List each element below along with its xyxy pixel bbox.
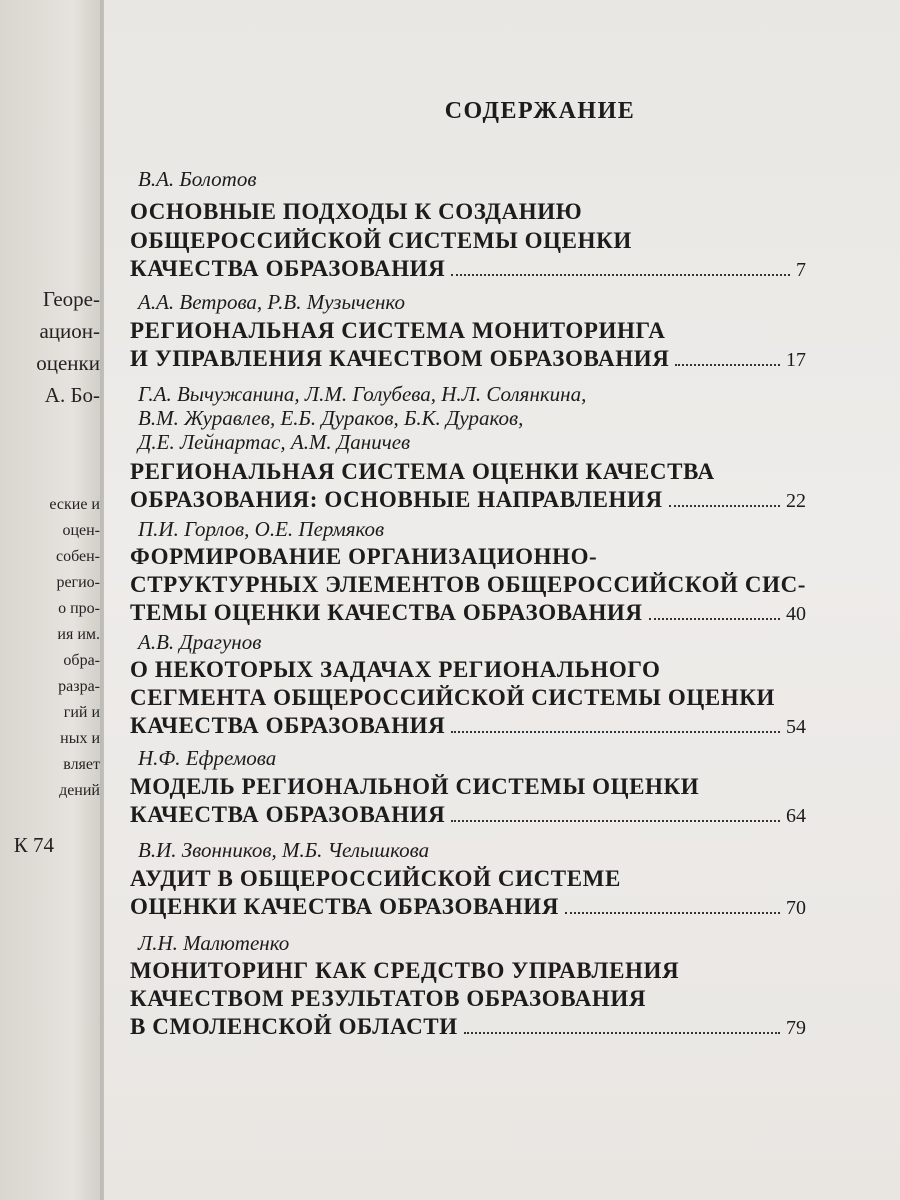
left-page-fragment: Георе-	[42, 287, 100, 311]
left-page-fragment: разра-	[58, 678, 100, 695]
entry-title-line: В СМОЛЕНСКОЙ ОБЛАСТИ	[130, 1014, 458, 1039]
leader-dots	[464, 1032, 780, 1034]
left-page-fragment: гий и	[63, 704, 100, 721]
page-number: 40	[786, 603, 806, 625]
toc-heading: СОДЕРЖАНИЕ	[444, 98, 636, 124]
page-number: 70	[786, 897, 806, 919]
entry-authors: Л.Н. Малютенко	[138, 931, 290, 955]
left-page-fragment: вляет	[63, 756, 100, 773]
entry-title-line: О НЕКОТОРЫХ ЗАДАЧАХ РЕГИОНАЛЬНОГО	[130, 657, 661, 682]
entry-authors: Д.Е. Лейнартас, А.М. Даничев	[138, 430, 411, 454]
entry-authors: Н.Ф. Ефремова	[138, 746, 277, 770]
entry-authors: А.А. Ветрова, Р.В. Музыченко	[138, 290, 405, 314]
entry-title-line: МОДЕЛЬ РЕГИОНАЛЬНОЙ СИСТЕМЫ ОЦЕНКИ	[130, 774, 700, 799]
entry-last-line	[130, 1014, 806, 1040]
left-page-fragment: еские и	[49, 496, 100, 513]
left-page-fragment: собен-	[55, 548, 100, 565]
entry-title-line: И УПРАВЛЕНИЯ КАЧЕСТВОМ ОБРАЗОВАНИЯ	[130, 346, 670, 371]
entry-title-line: КАЧЕСТВА ОБРАЗОВАНИЯ	[130, 256, 446, 281]
left-page-fragment: обра-	[63, 652, 100, 669]
entry-authors: В.И. Звонников, М.Б. Челышкова	[138, 838, 430, 862]
entry-last-line	[130, 600, 806, 626]
leader-dots	[675, 364, 780, 366]
page-number: 17	[786, 349, 806, 371]
entry-title-line: ОБЩЕРОССИЙСКОЙ СИСТЕМЫ ОЦЕНКИ	[130, 228, 632, 253]
left-page-fragment: дений	[59, 782, 100, 799]
entry-authors: В.А. Болотов	[138, 167, 257, 191]
leader-dots	[565, 912, 780, 914]
page-number: 64	[786, 805, 806, 827]
leader-dots	[451, 274, 790, 276]
entry-authors: Г.А. Вычужанина, Л.М. Голубева, Н.Л. Солянкина,	[138, 382, 587, 406]
page-number: 79	[786, 1017, 806, 1039]
entry-last-line	[130, 894, 806, 920]
right-page	[104, 0, 900, 1200]
entry-title-line: ОСНОВНЫЕ ПОДХОДЫ К СОЗДАНИЮ	[130, 199, 583, 224]
entry-title-line: ОБРАЗОВАНИЯ: ОСНОВНЫЕ НАПРАВЛЕНИЯ	[130, 487, 663, 512]
entry-title-line: КАЧЕСТВА ОБРАЗОВАНИЯ	[130, 713, 446, 738]
entry-title-line: КАЧЕСТВОМ РЕЗУЛЬТАТОВ ОБРАЗОВАНИЯ	[130, 986, 647, 1011]
entry-title-line: ОЦЕНКИ КАЧЕСТВА ОБРАЗОВАНИЯ	[130, 894, 559, 919]
left-page-fragment: оцен-	[62, 522, 100, 539]
entry-title-line: КАЧЕСТВА ОБРАЗОВАНИЯ	[130, 802, 446, 827]
entry-last-line	[130, 802, 806, 828]
left-page-fragment: ацион-	[39, 319, 100, 343]
left-page-fragment: регио-	[56, 574, 100, 591]
entry-title-line: МОНИТОРИНГ КАК СРЕДСТВО УПРАВЛЕНИЯ	[130, 958, 680, 983]
entry-title-line: ТЕМЫ ОЦЕНКИ КАЧЕСТВА ОБРАЗОВАНИЯ	[130, 600, 643, 625]
page-number: 22	[786, 490, 806, 512]
left-page	[0, 0, 104, 1200]
page-number: 54	[786, 716, 806, 738]
left-page-fragment: ия им.	[57, 626, 100, 643]
entry-title-line: СЕГМЕНТА ОБЩЕРОССИЙСКОЙ СИСТЕМЫ ОЦЕНКИ	[130, 685, 776, 710]
entry-title-line: ФОРМИРОВАНИЕ ОРГАНИЗАЦИОННО-	[130, 544, 598, 569]
entry-title-line: РЕГИОНАЛЬНАЯ СИСТЕМА ОЦЕНКИ КАЧЕСТВА	[130, 459, 715, 484]
entry-authors: В.М. Журавлев, Е.Б. Дураков, Б.К. Дураков,	[138, 406, 524, 430]
leader-dots	[649, 618, 780, 620]
entry-authors: П.И. Горлов, О.Е. Пермяков	[138, 517, 385, 541]
left-page-fragment: К 74	[13, 833, 54, 857]
entry-title-line: РЕГИОНАЛЬНАЯ СИСТЕМА МОНИТОРИНГА	[130, 318, 666, 343]
left-page-fragment: ных и	[60, 730, 100, 747]
leader-dots	[451, 731, 780, 733]
entry-title-line: АУДИТ В ОБЩЕРОССИЙСКОЙ СИСТЕМЕ	[130, 866, 621, 891]
page-number: 7	[796, 259, 806, 281]
left-page-fragment: о про-	[58, 600, 100, 617]
entry-last-line	[130, 346, 806, 372]
entry-last-line	[130, 713, 806, 739]
entry-last-line	[130, 256, 806, 282]
entry-last-line	[130, 487, 806, 513]
left-page-fragment: оценки	[36, 351, 100, 375]
left-page-fragment: А. Бо-	[44, 383, 100, 407]
leader-dots	[669, 505, 780, 507]
entry-authors: А.В. Драгунов	[138, 630, 262, 654]
entry-title-line: СТРУКТУРНЫХ ЭЛЕМЕНТОВ ОБЩЕРОССИЙСКОЙ СИС-	[130, 572, 807, 597]
leader-dots	[451, 820, 780, 822]
